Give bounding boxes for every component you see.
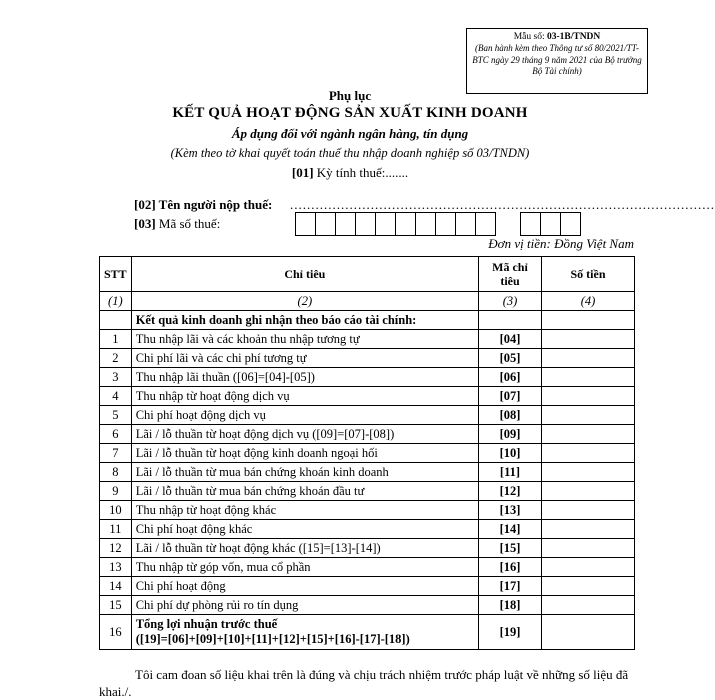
- tax-id-branch-box[interactable]: [520, 212, 541, 236]
- row-amount[interactable]: [542, 539, 635, 558]
- row-amount[interactable]: [542, 368, 635, 387]
- taxpayer-name-text: Tên người nộp thuế:: [155, 197, 273, 212]
- tax-id-branch-box[interactable]: [560, 212, 581, 236]
- tax-id-boxes-branch[interactable]: [520, 212, 580, 236]
- row-amount[interactable]: [542, 387, 635, 406]
- row-amount[interactable]: [542, 482, 635, 501]
- table-row: [100, 558, 635, 577]
- taxpayer-name-label: [134, 197, 272, 213]
- row-item: Lãi / lỗ thuần từ hoạt động khác ([15]=[13]-[14]): [131, 539, 478, 558]
- row-item: Thu nhập từ góp vốn, mua cổ phần: [131, 558, 478, 577]
- row-number: 3: [100, 368, 132, 387]
- row-number: 13: [100, 558, 132, 577]
- tax-id-digit-box[interactable]: [375, 212, 396, 236]
- table-row: [100, 406, 635, 425]
- row-number: 2: [100, 349, 132, 368]
- row-number: 12: [100, 539, 132, 558]
- row-item: Thu nhập từ hoạt động dịch vụ: [131, 387, 478, 406]
- row-code: [13]: [479, 501, 542, 520]
- tax-id-digit-box[interactable]: [475, 212, 496, 236]
- row-code: [14]: [479, 520, 542, 539]
- row-amount[interactable]: [542, 425, 635, 444]
- row-amount[interactable]: [542, 330, 635, 349]
- row-amount[interactable]: [542, 463, 635, 482]
- form-number-box: [466, 28, 648, 94]
- row-code: [10]: [479, 444, 542, 463]
- tax-id-digit-box[interactable]: [335, 212, 356, 236]
- tax-period: [0, 165, 700, 181]
- row-number: 4: [100, 387, 132, 406]
- row-item: Lãi / lỗ thuần từ mua bán chứng khoán kinh doanh: [131, 463, 478, 482]
- row-code: [08]: [479, 406, 542, 425]
- row-amount[interactable]: [542, 520, 635, 539]
- header-amount: Số tiền: [542, 257, 635, 292]
- tax-id-code: [03]: [134, 216, 156, 231]
- header-code: Mã chỉ tiêu: [479, 257, 542, 292]
- tax-id-digit-box[interactable]: [295, 212, 316, 236]
- row-number: 9: [100, 482, 132, 501]
- tax-id-digit-box[interactable]: [455, 212, 476, 236]
- row-code: [479, 311, 542, 330]
- table-row: [100, 482, 635, 501]
- row-amount[interactable]: [542, 558, 635, 577]
- row-code: [07]: [479, 387, 542, 406]
- row-amount[interactable]: [542, 615, 635, 650]
- table-row: [100, 596, 635, 615]
- header-item: Chỉ tiêu: [131, 257, 478, 292]
- row-code: [06]: [479, 368, 542, 387]
- row-number: [100, 311, 132, 330]
- row-item: Thu nhập từ hoạt động khác: [131, 501, 478, 520]
- tax-id-digit-box[interactable]: [355, 212, 376, 236]
- row-code: [17]: [479, 577, 542, 596]
- row-number: 8: [100, 463, 132, 482]
- row-amount[interactable]: [542, 311, 635, 330]
- tax-period-label: Kỳ tính thuế:.......: [313, 165, 409, 180]
- tax-id-text: Mã số thuế:: [155, 216, 221, 231]
- row-code: [18]: [479, 596, 542, 615]
- row-number: 6: [100, 425, 132, 444]
- row-item: Chi phí lãi và các chi phí tương tự: [131, 349, 478, 368]
- appendix-label: Phụ lục: [328, 88, 372, 103]
- row-number: 14: [100, 577, 132, 596]
- row-item: Chi phí dự phòng rủi ro tín dụng: [131, 596, 478, 615]
- section-row: [100, 311, 635, 330]
- tax-id-label: [134, 216, 220, 232]
- index-cell: (4): [542, 292, 635, 311]
- table-row: [100, 387, 635, 406]
- row-item: Chi phí hoạt động dịch vụ: [131, 406, 478, 425]
- row-item: Chi phí hoạt động: [131, 577, 478, 596]
- taxpayer-name-field[interactable]: ....................................................................................................: [290, 197, 715, 212]
- table-row: [100, 463, 635, 482]
- declaration-text: Tôi cam đoan số liệu khai trên là đúng và chịu trách nhiệm trước pháp luật về những số liệu đã khai./.: [99, 667, 629, 699]
- index-cell: (3): [479, 292, 542, 311]
- row-item: Chi phí hoạt động khác: [131, 520, 478, 539]
- row-code: [11]: [479, 463, 542, 482]
- page-title: KẾT QUẢ HOẠT ĐỘNG SẢN XUẤT KINH DOANH: [172, 105, 528, 121]
- row-item: Lãi / lỗ thuần từ mua bán chứng khoán đầu tư: [131, 482, 478, 501]
- row-amount[interactable]: [542, 577, 635, 596]
- row-number: 10: [100, 501, 132, 520]
- row-code: [05]: [479, 349, 542, 368]
- tax-id-digit-box[interactable]: [395, 212, 416, 236]
- tax-id-digit-box[interactable]: [435, 212, 456, 236]
- tax-id-branch-box[interactable]: [540, 212, 561, 236]
- table-row: [100, 577, 635, 596]
- total-item-line1: Tổng lợi nhuận trước thuế: [135, 617, 278, 631]
- row-code: [04]: [479, 330, 542, 349]
- row-amount[interactable]: [542, 501, 635, 520]
- index-cell: (1): [100, 292, 132, 311]
- tax-id-digit-box[interactable]: [415, 212, 436, 236]
- row-item: Thu nhập lãi và các khoản thu nhập tương tự: [131, 330, 478, 349]
- row-number: 16: [100, 615, 132, 650]
- index-row: [100, 292, 635, 311]
- total-item-line2: ([19]=[06]+[09]+[10]+[11]+[12]+[15]+[16]-[17]-[18]): [135, 632, 410, 646]
- attachment-note: (Kèm theo tờ khai quyết toán thuế thu nhập doanh nghiệp số 03/TNDN): [170, 146, 530, 160]
- header-stt: STT: [100, 257, 132, 292]
- row-amount[interactable]: [542, 406, 635, 425]
- table-row: [100, 368, 635, 387]
- row-item: Thu nhập lãi thuần ([06]=[04]-[05]): [131, 368, 478, 387]
- currency-unit: Đơn vị tiền: Đồng Việt Nam: [488, 236, 634, 251]
- row-number: 15: [100, 596, 132, 615]
- tax-id-boxes-main[interactable]: [295, 212, 495, 236]
- row-amount[interactable]: [542, 596, 635, 615]
- table-row: [100, 539, 635, 558]
- row-number: 11: [100, 520, 132, 539]
- taxpayer-name-code: [02]: [134, 197, 156, 212]
- row-code: [19]: [479, 615, 542, 650]
- form-issuance-note: (Ban hành kèm theo Thông tư số 80/2021/TT-BTC ngày 29 tháng 9 năm 2021 của Bộ trưởng Bộ Tài chính): [472, 43, 642, 76]
- row-item: Lãi / lỗ thuần từ hoạt động dịch vụ ([09]=[07]-[08]): [131, 425, 478, 444]
- index-cell: (2): [131, 292, 478, 311]
- tax-period-code: [01]: [291, 165, 314, 180]
- total-item: [131, 615, 478, 650]
- table-header-row: [100, 257, 635, 292]
- row-code: [16]: [479, 558, 542, 577]
- form-code-label: Mẫu số:: [513, 32, 547, 42]
- results-table: [99, 256, 635, 650]
- table-row: [100, 520, 635, 539]
- row-item: Lãi / lỗ thuần từ hoạt động kinh doanh ngoại hối: [131, 444, 478, 463]
- row-number: 1: [100, 330, 132, 349]
- table-row: [100, 444, 635, 463]
- page-subtitle: Áp dụng đối với ngành ngân hàng, tín dụng: [231, 126, 469, 141]
- row-code: [12]: [479, 482, 542, 501]
- row-code: [15]: [479, 539, 542, 558]
- section-heading: Kết quả kinh doanh ghi nhận theo báo cáo tài chính:: [131, 311, 478, 330]
- table-row: [100, 330, 635, 349]
- tax-id-digit-box[interactable]: [315, 212, 336, 236]
- form-code: 03-1B/TNDN: [546, 32, 601, 42]
- total-row: [100, 615, 635, 650]
- row-number: 7: [100, 444, 132, 463]
- row-number: 5: [100, 406, 132, 425]
- table-row: [100, 349, 635, 368]
- row-amount[interactable]: [542, 444, 635, 463]
- row-code: [09]: [479, 425, 542, 444]
- table-row: [100, 425, 635, 444]
- row-amount[interactable]: [542, 349, 635, 368]
- table-row: [100, 501, 635, 520]
